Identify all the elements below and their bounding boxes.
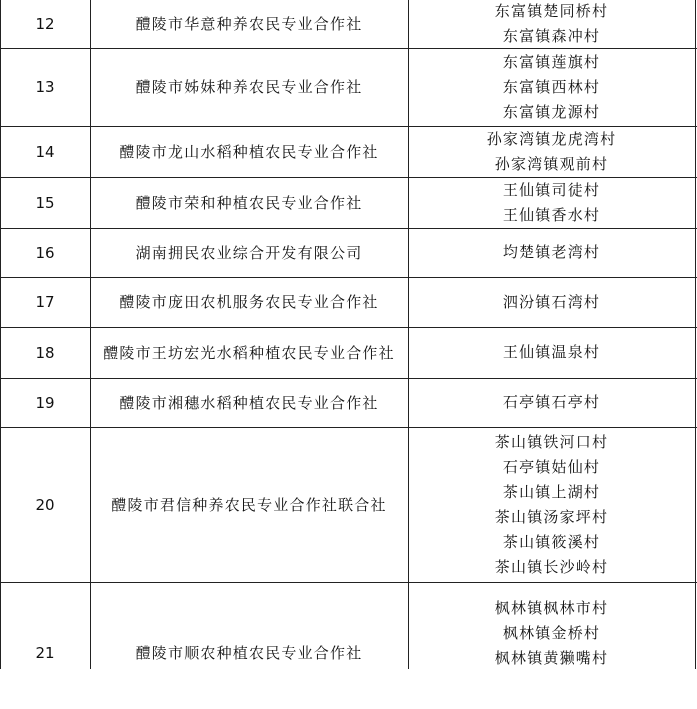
village-name: 茶山镇长沙岭村 — [494, 557, 609, 576]
village-list — [408, 48, 695, 126]
table-row — [0, 48, 697, 126]
row-number: 18 — [35, 343, 55, 362]
table-row — [0, 582, 697, 709]
village-list — [408, 228, 695, 277]
table-row — [0, 126, 697, 177]
row-divider — [0, 228, 697, 229]
row-number: 16 — [35, 243, 55, 262]
cooperative-name: 醴陵市姊妹种养农民专业合作社 — [135, 78, 363, 96]
village-name: 王仙镇香水村 — [502, 205, 601, 224]
village-name: 茶山镇汤家坪村 — [494, 507, 609, 526]
village-name: 石亭镇姑仙村 — [502, 457, 601, 476]
row-divider — [0, 126, 697, 127]
cooperative-name: 醴陵市荣和种植农民专业合作社 — [135, 193, 363, 212]
cooperative-name: 醴陵市湘穗水稻种植农民专业合作社 — [119, 393, 379, 412]
row-number: 12 — [35, 15, 55, 33]
village-name: 茶山镇筱溪村 — [502, 532, 601, 551]
row-divider — [0, 378, 697, 379]
village-name: 均楚镇老湾村 — [502, 243, 601, 261]
village-name: 孙家湾镇观前村 — [494, 154, 609, 173]
table-row — [0, 378, 697, 427]
village-list — [408, 177, 695, 228]
village-list — [408, 378, 695, 427]
village-name: 东富镇西林村 — [502, 77, 601, 96]
table-row — [0, 177, 697, 228]
row-divider — [0, 48, 697, 49]
row-number: 14 — [35, 142, 55, 161]
village-list — [408, 427, 695, 582]
row-divider — [0, 277, 697, 278]
row-divider — [0, 177, 697, 178]
village-list — [408, 126, 695, 177]
village-name: 东富镇龙源村 — [502, 102, 601, 121]
row-number: 21 — [35, 643, 55, 662]
row-number: 17 — [35, 293, 55, 311]
row-divider — [0, 582, 697, 583]
village-name: 东富镇莲旗村 — [502, 52, 601, 71]
table-row — [0, 0, 697, 48]
row-number: 13 — [35, 78, 55, 96]
village-name: 枫林镇枫林市村 — [494, 599, 609, 617]
cooperative-name: 醴陵市君信种养农民专业合作社联合社 — [111, 495, 387, 514]
table-row — [0, 228, 697, 277]
village-name: 东富镇森冲村 — [502, 27, 601, 45]
village-list — [408, 327, 695, 378]
village-name: 茶山镇铁河口村 — [494, 432, 609, 451]
cooperative-name: 醴陵市王坊宏光水稻种植农民专业合作社 — [103, 343, 395, 362]
column-divider — [90, 0, 91, 669]
village-name: 王仙镇温泉村 — [502, 343, 601, 361]
village-name: 枫林镇金桥村 — [502, 624, 601, 642]
cooperative-name: 醴陵市庞田农机服务农民专业合作社 — [119, 293, 379, 311]
table-row — [0, 427, 697, 582]
column-divider — [408, 0, 409, 669]
column-divider — [0, 0, 1, 669]
cooperative-name: 醴陵市华意种养农民专业合作社 — [135, 15, 363, 33]
village-name: 东富镇楚同桥村 — [494, 2, 609, 20]
cooperative-name: 湖南拥民农业综合开发有限公司 — [135, 243, 363, 262]
row-divider — [0, 327, 697, 328]
table-row — [0, 327, 697, 378]
row-number: 15 — [35, 193, 55, 212]
village-name: 石亭镇石亭村 — [502, 393, 601, 411]
village-list — [408, 582, 695, 709]
village-name: 枫林镇黄獭嘴村 — [494, 649, 609, 667]
table-row — [0, 277, 697, 327]
row-divider — [0, 427, 697, 428]
village-name: 孙家湾镇龙虎湾村 — [486, 129, 617, 148]
cooperative-name: 醴陵市顺农种植农民专业合作社 — [135, 643, 363, 662]
village-list — [408, 0, 695, 48]
village-name: 茶山镇上湖村 — [502, 482, 601, 501]
row-number: 19 — [35, 393, 55, 412]
village-name: 王仙镇司徒村 — [502, 180, 601, 199]
column-divider — [695, 0, 696, 669]
cooperative-name: 醴陵市龙山水稻种植农民专业合作社 — [119, 142, 379, 161]
village-list — [408, 277, 695, 327]
row-number: 20 — [35, 495, 55, 514]
village-name: 泗汾镇石湾村 — [502, 292, 601, 311]
